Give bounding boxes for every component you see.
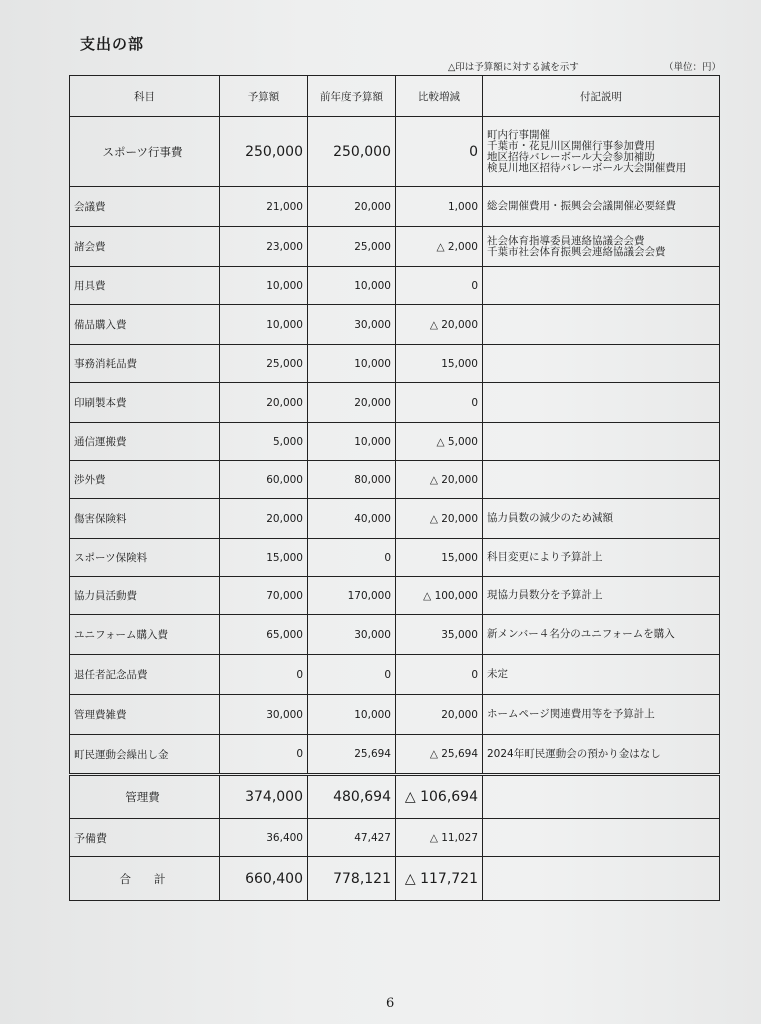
budget-amount: 5,000	[220, 423, 308, 461]
prev-budget-amount: 40,000	[308, 499, 396, 539]
budget-amount: 60,000	[220, 461, 308, 499]
description-line: 検見川地区招待バレーボール大会開催費用	[487, 161, 687, 174]
table-row	[70, 423, 720, 461]
diff-amount: 1,000	[396, 187, 483, 227]
section-title: 支出の部	[80, 35, 145, 53]
description	[483, 819, 720, 857]
diff-amount: △ 100,000	[396, 577, 483, 615]
item-name: 傷害保険料	[70, 499, 220, 539]
description-line: ホームページ関連費用等を予算計上	[487, 708, 655, 720]
description	[483, 461, 720, 499]
table-row	[70, 615, 720, 655]
item-name: ユニフォーム購入費	[70, 615, 220, 655]
budget-amount: 20,000	[220, 383, 308, 423]
item-name: 渉外費	[70, 461, 220, 499]
prev-budget-amount: 10,000	[308, 345, 396, 383]
item-name: 協力員活動費	[70, 577, 220, 615]
description	[483, 345, 720, 383]
table-row	[70, 383, 720, 423]
table-body	[70, 117, 720, 901]
item-name: 管理費	[70, 775, 220, 819]
description	[483, 735, 720, 775]
prev-budget-amount: 30,000	[308, 615, 396, 655]
budget-amount: 374,000	[220, 775, 308, 819]
table-row	[70, 227, 720, 267]
reserve-row	[70, 819, 720, 857]
grand-total-row	[70, 857, 720, 901]
item-name: 退任者記念品費	[70, 655, 220, 695]
prev-budget-amount: 778,121	[308, 857, 396, 901]
table-row	[70, 461, 720, 499]
description	[483, 305, 720, 345]
description-line: 千葉市社会体育振興会連絡協議会会費	[487, 245, 666, 258]
unit-note: （単位：円）	[664, 62, 722, 73]
prev-budget-amount: 0	[308, 655, 396, 695]
description	[483, 267, 720, 305]
item-name: 用具費	[70, 267, 220, 305]
budget-amount: 10,000	[220, 267, 308, 305]
decrease-note: △印は予算額に対する減を示す	[448, 62, 579, 73]
budget-amount: 21,000	[220, 187, 308, 227]
budget-amount: 25,000	[220, 345, 308, 383]
diff-amount: △ 20,000	[396, 305, 483, 345]
description	[483, 383, 720, 423]
diff-amount: △ 20,000	[396, 499, 483, 539]
item-name: スポーツ行事費	[70, 117, 220, 187]
header-budget: 予算額	[220, 76, 308, 117]
diff-amount: △ 11,027	[396, 819, 483, 857]
description-line: 千葉市・花見川区開催行事参加費用	[487, 139, 655, 152]
description-line: 総会開催費用・振興会会議開催必要経費	[487, 200, 676, 212]
item-name: 諸会費	[70, 227, 220, 267]
prev-budget-amount: 80,000	[308, 461, 396, 499]
prev-budget-amount: 10,000	[308, 695, 396, 735]
diff-amount: 15,000	[396, 345, 483, 383]
diff-amount: △ 106,694	[396, 775, 483, 819]
prev-budget-amount: 480,694	[308, 775, 396, 819]
description-line: 協力員数の減少のため減額	[487, 512, 613, 524]
budget-amount: 30,000	[220, 695, 308, 735]
description	[483, 227, 720, 267]
prev-budget-amount: 20,000	[308, 383, 396, 423]
budget-amount: 70,000	[220, 577, 308, 615]
subtotal-row	[70, 775, 720, 819]
item-name: 管理費雑費	[70, 695, 220, 735]
diff-amount: △ 117,721	[396, 857, 483, 901]
description-line: 新メンバー４名分のユニフォームを購入	[487, 628, 675, 640]
budget-amount: 65,000	[220, 615, 308, 655]
budget-amount: 10,000	[220, 305, 308, 345]
budget-amount: 660,400	[220, 857, 308, 901]
diff-amount: 15,000	[396, 539, 483, 577]
table-row	[70, 345, 720, 383]
item-name: 印刷製本費	[70, 383, 220, 423]
diff-amount: △ 5,000	[396, 423, 483, 461]
description	[483, 857, 720, 901]
table-row	[70, 695, 720, 735]
description	[483, 655, 720, 695]
table-row	[70, 735, 720, 775]
header-diff: 比較増減	[396, 76, 483, 117]
table-row	[70, 539, 720, 577]
budget-amount: 23,000	[220, 227, 308, 267]
description-line: 現協力員数分を予算計上	[487, 589, 603, 601]
diff-amount: 0	[396, 117, 483, 187]
diff-amount: △ 25,694	[396, 735, 483, 775]
prev-budget-amount: 47,427	[308, 819, 396, 857]
description-line: 未定	[487, 668, 508, 680]
item-name: 町民運動会繰出し金	[70, 735, 220, 775]
item-name: 通信運搬費	[70, 423, 220, 461]
expenditure-table	[69, 75, 720, 901]
item-name: 備品購入費	[70, 305, 220, 345]
description	[483, 695, 720, 735]
description	[483, 615, 720, 655]
description-line: 地区招待バレーボール大会参加補助	[487, 150, 655, 163]
prev-budget-amount: 25,000	[308, 227, 396, 267]
description	[483, 577, 720, 615]
item-name: 事務消耗品費	[70, 345, 220, 383]
page-number: 6	[386, 996, 395, 1011]
description-line: 社会体育指導委員連絡協議会会費	[487, 234, 645, 247]
table-row	[70, 187, 720, 227]
budget-amount: 15,000	[220, 539, 308, 577]
prev-budget-amount: 170,000	[308, 577, 396, 615]
diff-amount: 35,000	[396, 615, 483, 655]
diff-amount: 0	[396, 267, 483, 305]
diff-amount: △ 20,000	[396, 461, 483, 499]
budget-amount: 36,400	[220, 819, 308, 857]
budget-amount: 20,000	[220, 499, 308, 539]
description-line: 2024年町民運動会の預かり金はなし	[487, 747, 661, 760]
diff-amount: 0	[396, 383, 483, 423]
budget-amount: 250,000	[220, 117, 308, 187]
table-row	[70, 117, 720, 187]
diff-amount: 20,000	[396, 695, 483, 735]
table-row	[70, 499, 720, 539]
item-name: スポーツ保険料	[70, 539, 220, 577]
item-name: 予備費	[70, 819, 220, 857]
prev-budget-amount: 20,000	[308, 187, 396, 227]
prev-budget-amount: 250,000	[308, 117, 396, 187]
table-row	[70, 577, 720, 615]
prev-budget-amount: 10,000	[308, 267, 396, 305]
prev-budget-amount: 0	[308, 539, 396, 577]
table-row	[70, 655, 720, 695]
header-item: 科目	[70, 76, 220, 117]
description-line: 科目変更により予算計上	[487, 551, 603, 563]
table-header-row	[70, 76, 720, 117]
item-name: 合 計	[70, 857, 220, 901]
header-prev-budget: 前年度予算額	[308, 76, 396, 117]
prev-budget-amount: 10,000	[308, 423, 396, 461]
diff-amount: 0	[396, 655, 483, 695]
description	[483, 187, 720, 227]
description	[483, 499, 720, 539]
budget-amount: 0	[220, 735, 308, 775]
table-row	[70, 305, 720, 345]
budget-amount: 0	[220, 655, 308, 695]
prev-budget-amount: 25,694	[308, 735, 396, 775]
description	[483, 539, 720, 577]
description	[483, 423, 720, 461]
description	[483, 117, 720, 187]
header-description: 付記説明	[483, 76, 720, 117]
table-row	[70, 267, 720, 305]
item-name: 会議費	[70, 187, 220, 227]
description-line: 町内行事開催	[487, 128, 550, 141]
prev-budget-amount: 30,000	[308, 305, 396, 345]
diff-amount: △ 2,000	[396, 227, 483, 267]
description	[483, 775, 720, 819]
